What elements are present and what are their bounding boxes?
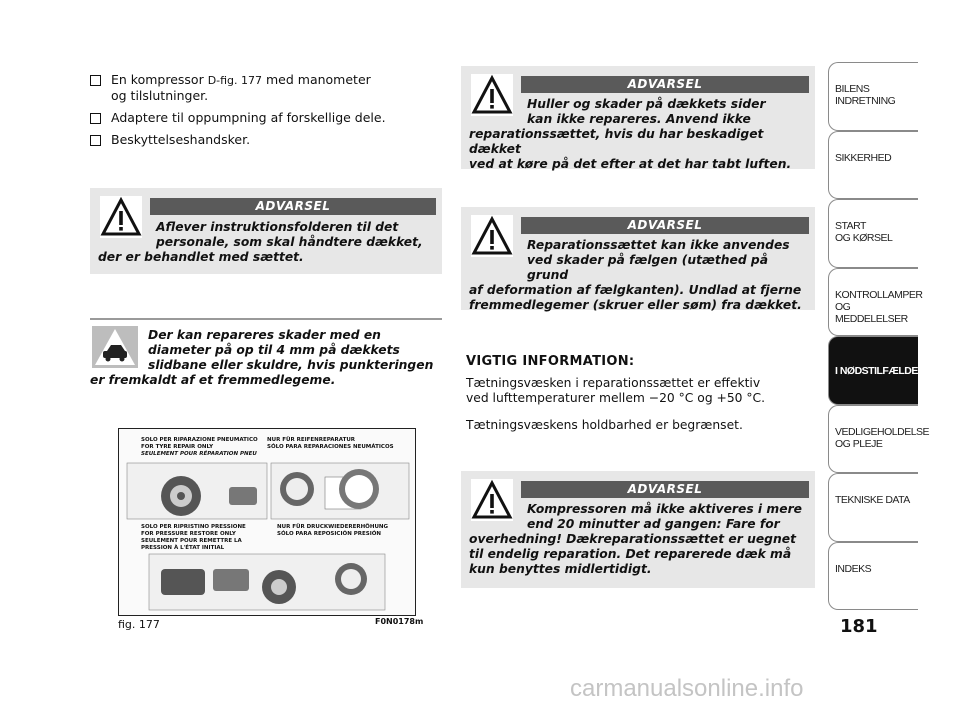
list-item [90, 72, 440, 103]
paragraph: Tætningsvæsken i reparationssættet er effektiv ved lufttemperaturer mellem −20 °C og +50 °C. [466, 376, 766, 405]
equipment-list [90, 72, 440, 154]
list-item [90, 110, 440, 125]
note-text: Der kan repareres skader med en diameter på op til 4 mm på dækkets slidbane eller skuldre, hvis punkteringen er fremkaldt af et fremmedlegeme. [90, 328, 434, 387]
list-item-text: En kompressor [111, 72, 208, 87]
tab-start-og-korsel[interactable]: START OG KØRSEL [828, 199, 918, 268]
tab-indeks[interactable]: INDEKS [828, 542, 918, 611]
tab-tekniske-data[interactable]: TEKNISKE DATA [828, 473, 918, 542]
warning-text: Kompressoren må ikke aktiveres i mere end 20 minutter ad gangen: Fare for overhedning! Dækreparationssættet er uegnet til endelig reparation. Det reparerede dæk må kun benyttes midlertidigt. [469, 502, 802, 576]
checkbox-icon [90, 113, 101, 124]
list-item-text: Adaptere til oppumpning af forskellige dele. [111, 110, 386, 125]
divider [90, 318, 442, 320]
figure-label: NUR FÜR DRUCKWIEDERERHÖHUNG SÓLO PARA REPOSICIÓN PRESIÓN [277, 524, 389, 537]
tab-kontrollamper[interactable]: KONTROLLAMPER OG MEDDELELSER [828, 268, 918, 337]
list-item-text: med manometer [262, 72, 371, 87]
checkbox-icon [90, 135, 101, 146]
warning-text: Huller og skader på dækkets sider kan ikke repareres. Anvend ikke reparationssættet, hvis du har beskadiget dækket ved at køre på det efter at det har tabt luften. [469, 97, 792, 171]
list-item [90, 132, 440, 147]
figure-ref: D-fig. 177 [207, 74, 263, 87]
tab-sikkerhed[interactable]: SIKKERHED [828, 131, 918, 200]
watermark: carmanualsonline.info [570, 675, 804, 702]
figure-code: F0N0178m [375, 617, 424, 626]
section-heading: VIGTIG INFORMATION: [466, 354, 635, 369]
warning-box [461, 66, 815, 169]
tab-bilens-indretning[interactable]: BILENS INDRETNING [828, 62, 918, 131]
tab-vedligeholdelse[interactable]: VEDLIGEHOLDELSE OG PLEJE [828, 405, 918, 474]
warning-box [461, 207, 815, 310]
tab-i-nodstilfaelde[interactable]: I NØDSTILFÆLDE [828, 336, 918, 405]
figure-caption: fig. 177 [118, 618, 160, 631]
warning-banner: ADVARSEL [521, 481, 809, 498]
warning-box [90, 188, 442, 274]
figure-label: SOLO PER RIPRISTINO PRESSIONE FOR PRESSURE RESTORE ONLY SEULEMENT POUR REMETTRE LA PRESSION À L'ÉTAT INITIAL [141, 524, 246, 551]
warning-banner: ADVARSEL [521, 217, 809, 234]
warning-text: Aflever instruktionsfolderen til det personale, som skal håndtere dækket, der er behandlet med sættet. [98, 220, 423, 264]
warning-banner: ADVARSEL [521, 76, 809, 93]
page-number: 181 [840, 616, 878, 637]
checkbox-icon [90, 75, 101, 86]
warning-box [461, 471, 815, 588]
figure-label: NUR FÜR REIFENREPARATUR SÓLO PARA REPARACIONES NEUMÁTICOS [267, 437, 394, 450]
paragraph: Tætningsvæskens holdbarhed er begrænset. [466, 418, 743, 432]
warning-text: Reparationssættet kan ikke anvendes ved skader på fælgen (utæthed på grund af deformation af fælgkanten). Undlad at fjerne fremmedlegemer (skruer eller søm) fra dækket. [469, 238, 802, 312]
warning-banner: ADVARSEL [150, 198, 436, 215]
chapter-tabs [828, 62, 930, 610]
list-item-text: Beskyttelseshandsker. [111, 132, 251, 147]
list-item-text: og tilslutninger. [111, 88, 209, 103]
figure-177 [118, 428, 416, 616]
figure-label: SOLO PER RIPARAZIONE PNEUMATICO FOR TYRE REPAIR ONLY SEULEMENT POUR RÉPARATION PNEU [141, 437, 258, 457]
